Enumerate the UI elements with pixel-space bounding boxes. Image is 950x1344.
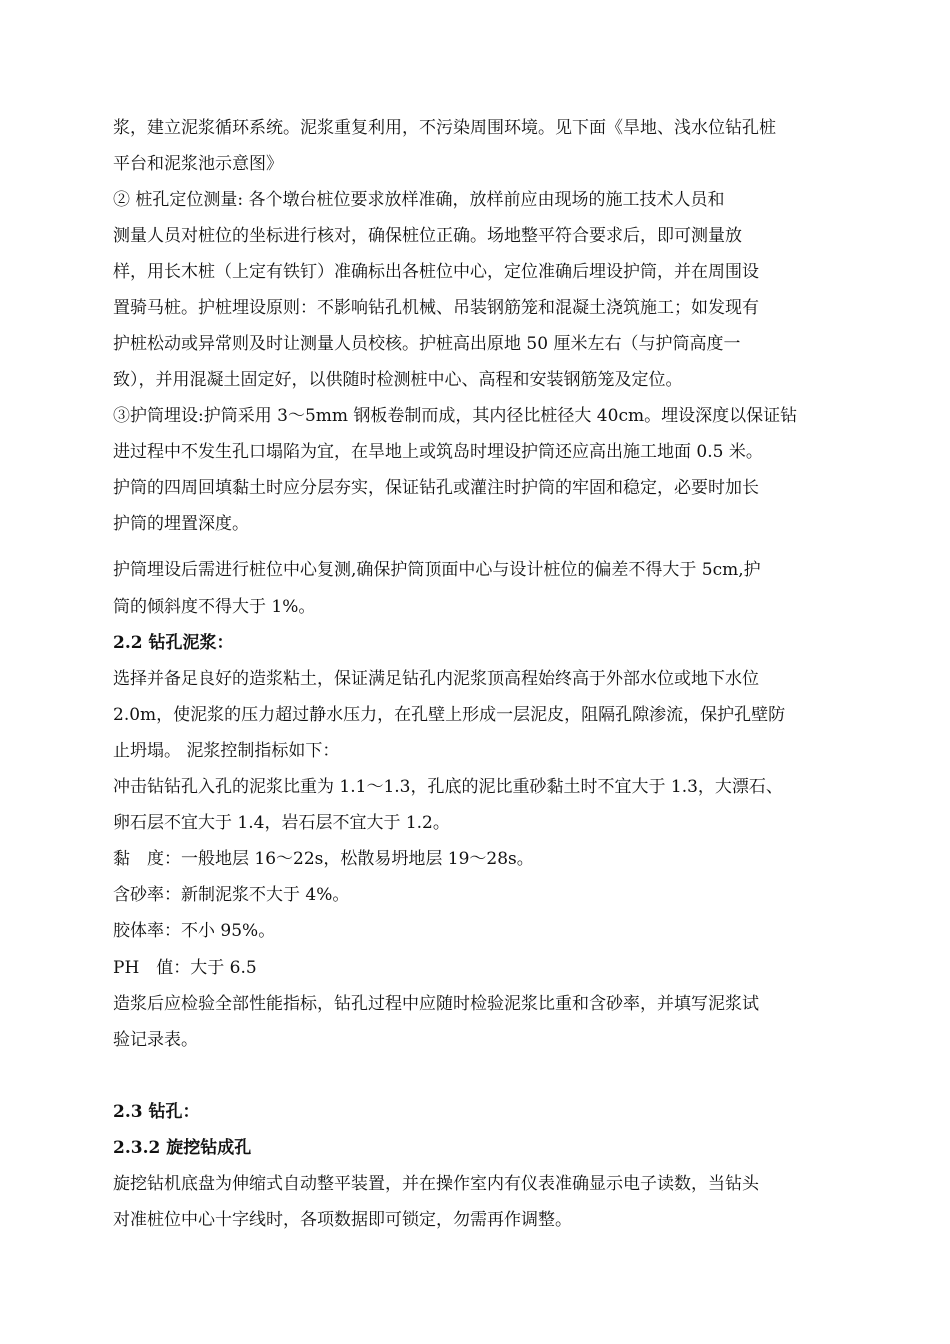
paragraph-line: 选择并备足良好的造浆粘土，保证满足钻孔内泥浆顶高程始终高于外部水位或地下水位 [113,669,759,689]
paragraph-line: 冲击钻钻孔入孔的泥浆比重为 1.1～1.3，孔底的泥比重砂黏土时不宜大于 1.3，大漂石、 [113,777,783,797]
paragraph-line: 2.0m，使泥浆的压力超过静水压力，在孔壁上形成一层泥皮，阻隔孔隙渗流，保护孔壁防 [113,705,786,725]
paragraph-line: 含砂率：新制泥浆不大于 4%。 [113,885,350,905]
paragraph-line: 造浆后应检验全部性能指标，钻孔过程中应随时检验泥浆比重和含砂率，并填写泥浆试 [113,994,759,1014]
section-heading: 2.2 钻孔泥浆： [113,633,234,653]
paragraph-line: 护筒的埋置深度。 [113,514,249,534]
paragraph-line: ② 桩孔定位测量: 各个墩台桩位要求放样准确，放样前应由现场的施工技术人员和 [113,190,725,210]
paragraph-line: PH 值：大于 6.5 [113,958,257,978]
paragraph-line: 置骑马桩。护桩埋设原则：不影响钻孔机械、吊装钢筋笼和混凝土浇筑施工；如发现有 [113,298,759,318]
paragraph-line: 致），并用混凝土固定好，以供随时检测桩中心、高程和安装钢筋笼及定位。 [113,370,683,390]
paragraph-line: 旋挖钻机底盘为伸缩式自动整平装置，并在操作室内有仪表准确显示电子读数，当钻头 [113,1174,759,1194]
paragraph-line: 护筒的四周回填黏土时应分层夯实，保证钻孔或灌注时护筒的牢固和稳定，必要时加长 [113,478,759,498]
paragraph-line: 黏 度：一般地层 16～22s，松散易坍地层 19～28s。 [113,849,534,869]
paragraph-line: 对准桩位中心十字线时，各项数据即可锁定，勿需再作调整。 [113,1210,572,1230]
paragraph-line: 样，用长木桩（上定有铁钉）准确标出各桩位中心，定位准确后埋设护筒，并在周围设 [113,262,759,282]
section-heading: 2.3 钻孔： [113,1102,200,1122]
paragraph-line: 浆，建立泥浆循环系统。泥浆重复利用，不污染周围环境。见下面《旱地、浅水位钻孔桩 [113,118,776,138]
paragraph-line: 测量人员对桩位的坐标进行核对，确保桩位正确。场地整平符合要求后，即可测量放 [113,226,742,246]
paragraph-line: 卵石层不宜大于 1.4，岩石层不宜大于 1.2。 [113,813,450,833]
paragraph-line: 筒的倾斜度不得大于 1%。 [113,597,316,617]
paragraph-line: ③护筒埋设:护筒采用 3～5mm 钢板卷制而成，其内径比桩径大 40cm。埋设深度以保证钻 [113,406,798,426]
paragraph-line: 平台和泥浆池示意图》 [113,154,283,174]
paragraph-line: 胶体率：不小 95%。 [113,921,276,941]
paragraph-line: 进过程中不发生孔口塌陷为宜，在旱地上或筑岛时埋设护筒还应高出施工地面 0.5 米。 [113,442,763,462]
paragraph-line: 验记录表。 [113,1030,198,1050]
subsection-heading: 2.3.2 旋挖钻成孔 [113,1138,252,1158]
paragraph-line: 护筒埋设后需进行桩位中心复测,确保护筒顶面中心与设计桩位的偏差不得大于 5cm,护 [113,560,761,580]
paragraph-line: 止坍塌。 泥浆控制指标如下： [113,741,340,761]
paragraph-line: 护桩松动或异常则及时让测量人员校核。护桩高出原地 50 厘米左右（与护筒高度一 [113,334,741,354]
